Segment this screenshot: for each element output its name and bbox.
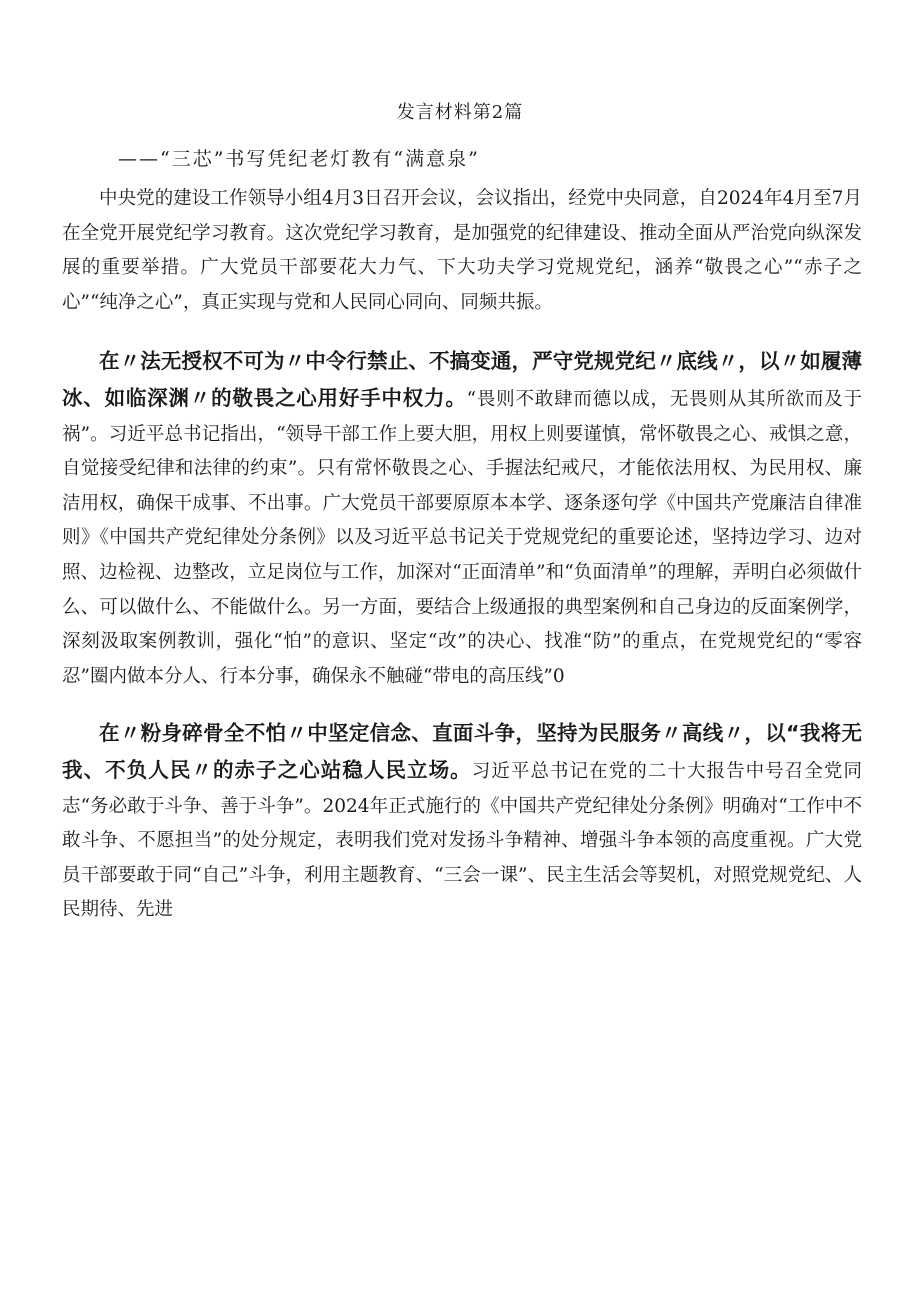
document-title: 发言材料第2篇 [396, 102, 524, 123]
paragraph-intro [62, 182, 862, 320]
document-body [62, 182, 862, 928]
paragraph-lead-heading: 在〃粉身碎骨全不怕〃中坚定信念、直面斗争，坚持为民服务〃高线〃，以“我将无我、不负人民〃的赤子之心站稳人民立场。 [62, 721, 862, 782]
document-subtitle: ——“三芯”书写凭纪老灯教有“满意泉” [118, 148, 480, 170]
paragraph-text: 中央党的建设工作领导小组4月3日召开会议，会议指出，经党中央同意，自2024年4月至7月在全党开展党纪学习教育。这次党纪学习教育，是加强党的纪律建设、推动全面从严治党向纵深发展的重要举措。广大党员干部要花大力气、下大功夫学习党规党纪，涵养“敬畏之心”“赤子之心”“纯净之心”，真正实现与党和人民同心同向、同频共振。 [62, 188, 862, 313]
paragraph-lead-heading: 在〃法无授权不可为〃中令行禁止、不搞变通，严守党规党纪〃底线〃，以〃如履薄冰、如临深渊〃的敬畏之心用好手中权力。 [62, 349, 862, 410]
paragraph-text: 习近平总书记在党的二十大报告中号召全党同志“务必敢于斗争、善于斗争”。2024年正式施行的《中国共产党纪律处分条例》明确对“工作中不敢斗争、不愿担当”的处分规定，表明我们党对发扬斗争精神、增强斗争本领的高度重视。广大党员干部要敢于同“自己”斗争，利用主题教育、“三会一课”、民主生活会等契机，对照党规党纪、人民期待、先进 [62, 760, 862, 921]
paragraph-awe [62, 344, 862, 694]
paragraph-devotion [62, 716, 862, 928]
paragraph-text: “畏则不敢肆而德以成，无畏则从其所欲而及于祸”。习近平总书记指出，“领导干部工作上要大胆，用权上则要谨慎，常怀敬畏之心、戒惧之意，自觉接受纪律和法律的约束”。只有常怀敬畏之心、手握法纪戒尺，才能依法用权、为民用权、廉洁用权，确保干成事、不出事。广大党员干部要原原本本学、逐条逐句学《中国共产党廉洁自律准则》《中国共产党纪律处分条例》以及习近平总书记关于党规党纪的重要论述，坚持边学习、边对照、边检视、边整改，立足岗位与工作，加深对“正面清单”和“负面清单”的理解，弄明白必须做什么、可以做什么、不能做什么。另一方面，要结合上级通报的典型案例和自己身边的反面案例学，深刻汲取案例教训，强化“怕”的意识、坚定“改”的决心、找准“防”的重点，在党规党纪的“零容忍”圈内做本分人、行本分事，确保永不触碰“带电的高压线”0 [62, 388, 862, 687]
